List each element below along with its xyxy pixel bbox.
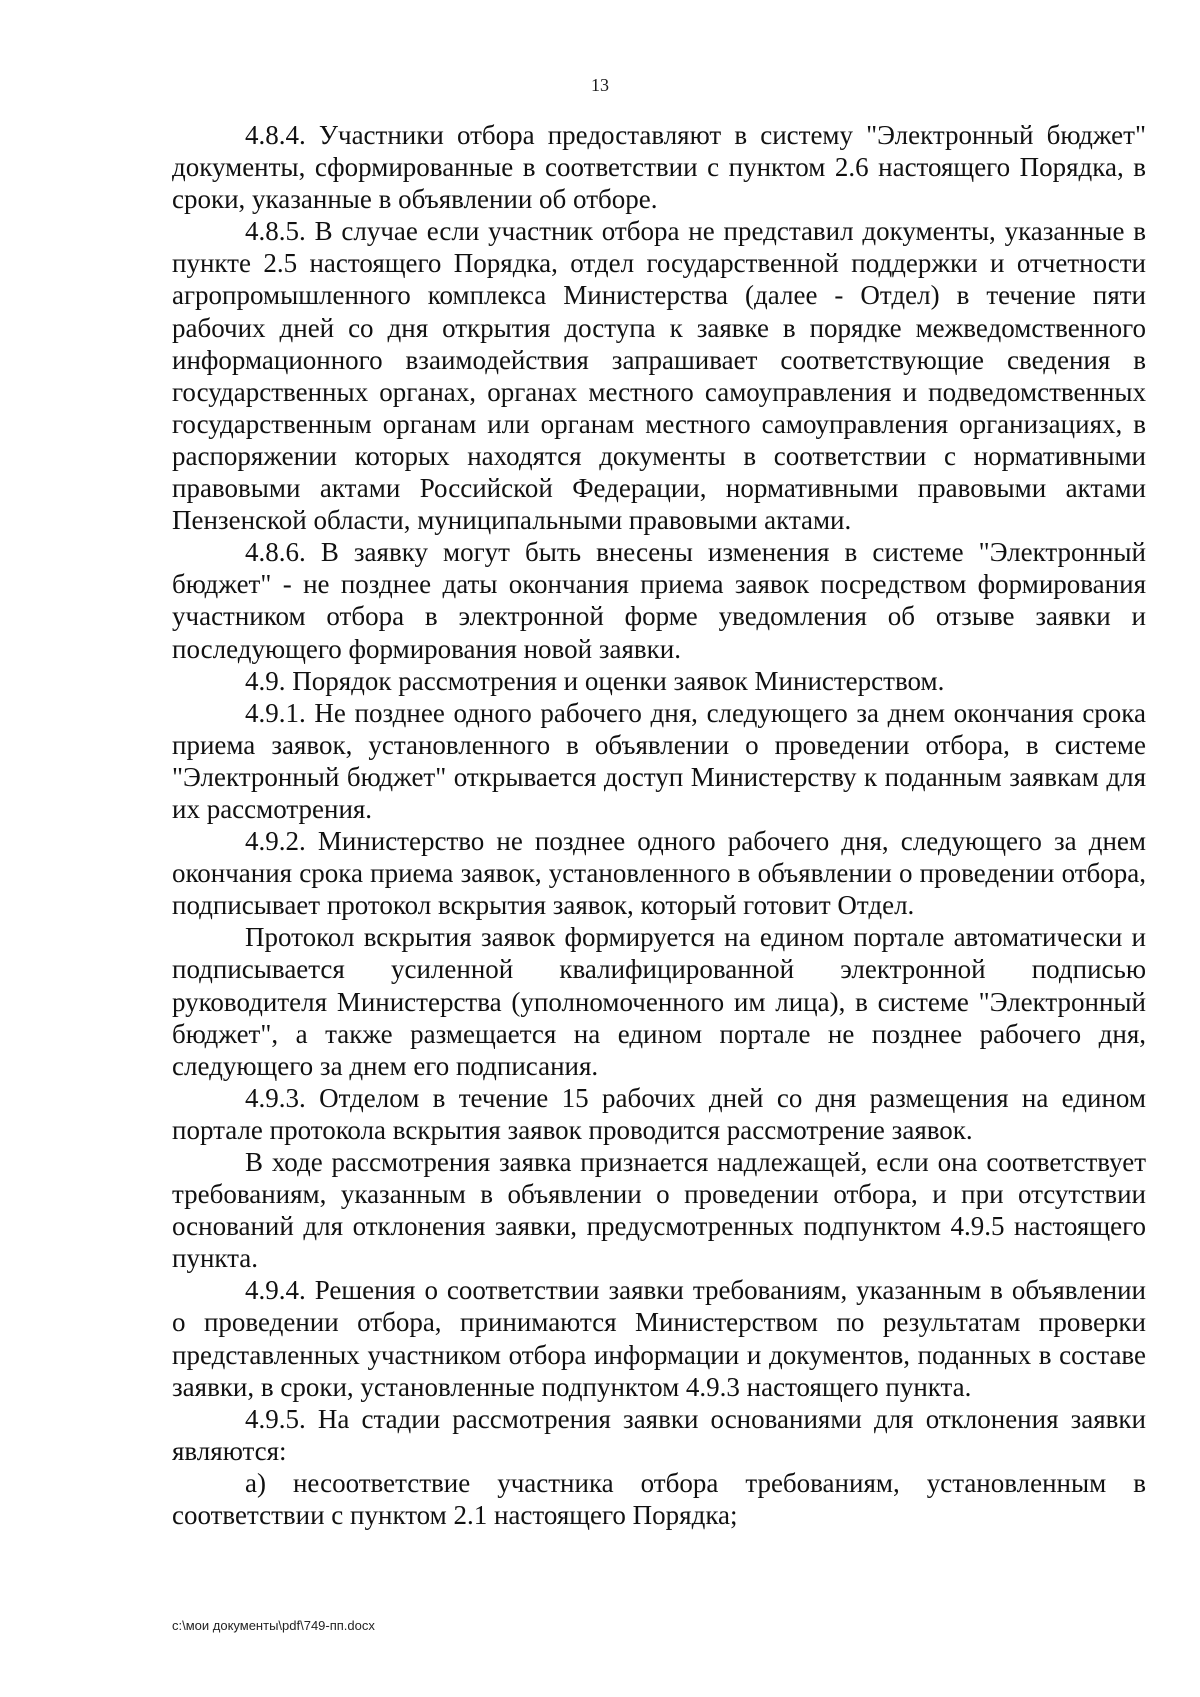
paragraph-4-9-1: 4.9.1. Не позднее одного рабочего дня, следующего за днем окончания срока приема заявок, установленного в объявлении о проведении отбора, в системе "Электронный бюджет" открывается доступ Министерству к поданным заявкам для их рассмотрения.	[172, 697, 1146, 824]
paragraph-4-8-6: 4.8.6. В заявку могут быть внесены изменения в системе "Электронный бюджет" - не позднее даты окончания приема заявок посредством формирования участником отбора в электронной форме уведомления об отзыве заявки и последующего формирования новой заявки.	[172, 537, 1146, 664]
paragraph-4-9-3: 4.9.3. Отделом в течение 15 рабочих дней со дня размещения на едином портале протокола вскрытия заявок проводится рассмотрение заявок.	[172, 1082, 1146, 1145]
page-number: 13	[591, 75, 609, 95]
document-body	[172, 119, 1146, 1531]
paragraph-4-9-2: 4.9.2. Министерство не позднее одного рабочего дня, следующего за днем окончания срока приема заявок, установленного в объявлении о проведении отбора, подписывает протокол вскрытия заявок, который готовит Отдел.	[172, 826, 1146, 921]
paragraph-4-8-5: 4.8.5. В случае если участник отбора не представил документы, указанные в пункте 2.5 настоящего Порядка, отдел государственной поддержки и отчетности агропромышленного комплекса Министерства (далее - Отдел) в течение пяти рабочих дней со дня открытия доступа к заявке в порядке межведомственного информационного взаимодействия запрашивает соответствующие сведения в государственных органах, органах местного самоуправления и подведомственных государственным органам или органам местного самоуправления организациях, в распоряжении которых находятся документы в соответствии с нормативными правовыми актами Российской Федерации, нормативными правовыми актами Пензенской области, муниципальными правовыми актами.	[172, 216, 1146, 536]
paragraph-review-criteria: В ходе рассмотрения заявка признается надлежащей, если она соответствует требованиям, указанным в объявлении о проведении отбора, и при отсутствии оснований для отклонения заявки, предусмотренных подпунктом 4.9.5 настоящего пункта.	[172, 1147, 1146, 1274]
footer-file-path: c:\мои документы\pdf\749-пп.docx	[172, 1618, 375, 1633]
paragraph-4-9-5: 4.9.5. На стадии рассмотрения заявки основаниями для отклонения заявки являются:	[172, 1403, 1146, 1466]
paragraph-4-9: 4.9. Порядок рассмотрения и оценки заявок Министерством.	[245, 665, 945, 696]
paragraph-4-8-4: 4.8.4. Участники отбора предоставляют в систему "Электронный бюджет" документы, сформированные в соответствии с пунктом 2.6 настоящего Порядка, в сроки, указанные в объявлении об отборе.	[172, 120, 1146, 215]
paragraph-4-9-4: 4.9.4. Решения о соответствии заявки требованиям, указанным в объявлении о проведении отбора, принимаются Министерством по результатам проверки представленных участником отбора информации и документов, поданных в составе заявки, в сроки, установленные подпунктом 4.9.3 настоящего пункта.	[172, 1275, 1146, 1402]
paragraph-item-a: а) несоответствие участника отбора требованиям, установленным в соответствии с пунктом 2.1 настоящего Порядка;	[172, 1467, 1146, 1531]
paragraph-protocol: Протокол вскрытия заявок формируется на едином портале автоматически и подписывается усиленной квалифицированной электронной подписью руководителя Министерства (уполномоченного им лица), в системе "Электронный бюджет", а также размещается на едином портале не позднее рабочего дня, следующего за днем его подписания.	[172, 922, 1146, 1081]
